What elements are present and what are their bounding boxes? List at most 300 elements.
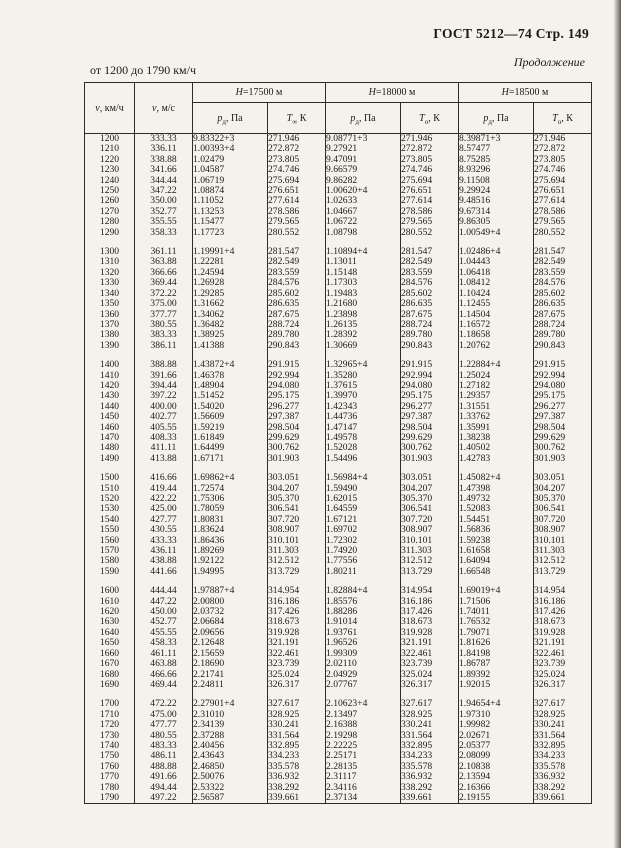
table-cell: 275.694 [534,176,592,186]
table-row [85,586,592,596]
spacer-cell [193,464,268,473]
table-cell: 2.24811 [193,680,268,690]
table-cell: 281.547 [534,247,592,257]
table-cell: 1720 [85,720,135,730]
table-row [85,144,592,154]
table-cell: 2.04929 [326,670,401,680]
table-cell: 1.72574 [193,484,268,494]
table-cell: 1.52083 [459,504,534,514]
table-cell: 433.33 [135,536,193,546]
table-cell: 1.06719 [193,176,268,186]
table-cell: 306.541 [534,504,592,514]
table-cell: 1440 [85,402,135,412]
table-row [85,443,592,453]
table-cell: 304.207 [268,484,326,494]
spacer-cell [135,464,193,473]
table-cell: 335.578 [401,762,459,772]
spacer-cell [268,577,326,586]
table-cell: 294.080 [268,381,326,391]
table-cell: 438.88 [135,556,193,566]
table-row [85,617,592,627]
table-cell: 279.565 [534,217,592,227]
table-cell: 1400 [85,360,135,370]
table-cell: 1220 [85,155,135,165]
table-cell: 413.88 [135,454,193,464]
table-cell: 1.30669 [326,341,401,351]
table-row [85,299,592,309]
table-cell: 289.780 [401,330,459,340]
table-cell: 2.50076 [193,772,268,782]
table-cell: 400.00 [135,402,193,412]
table-cell: 9.86282 [326,176,401,186]
table-cell: 338.292 [534,783,592,793]
spacer-cell [459,351,534,360]
column-header: $p_д$, Па [326,103,401,134]
table-cell: 2.37288 [193,731,268,741]
table-cell: 301.903 [268,454,326,464]
table-cell: 422.22 [135,494,193,504]
table-cell: 295.175 [401,391,459,401]
table-cell: 298.504 [401,423,459,433]
table-cell: 2.22225 [326,741,401,751]
table-row [85,391,592,401]
table-cell: 1.85576 [326,597,401,607]
table-cell: 1.13253 [193,207,268,217]
table-cell: 289.780 [534,330,592,340]
table-cell: 1.29357 [459,391,534,401]
table-cell: 291.915 [401,360,459,370]
table-cell: 321.191 [534,638,592,648]
table-cell: 477.77 [135,720,193,730]
spacer-cell [193,577,268,586]
table-cell: 2.43643 [193,751,268,761]
table-cell: 1380 [85,330,135,340]
table-cell: 325.024 [268,670,326,680]
table-row [85,751,592,761]
table-cell: 299.629 [268,433,326,443]
table-cell: 358.33 [135,228,193,238]
table-cell: 336.932 [268,772,326,782]
table-cell: 287.675 [534,310,592,320]
table-cell: 274.746 [534,165,592,175]
table-cell: 2.40456 [193,741,268,751]
table-row [85,783,592,793]
table-cell: 280.552 [401,228,459,238]
table-cell: 1.56836 [459,525,534,535]
table-cell: 288.724 [268,320,326,330]
table-cell: 279.565 [268,217,326,227]
spacer-cell [268,238,326,247]
table-cell: 1.51452 [193,391,268,401]
table-cell: 292.994 [534,371,592,381]
table-cell: 1.69702 [326,525,401,535]
table-cell: 2.10838 [459,762,534,772]
table-cell: 1680 [85,670,135,680]
table-cell: 333.33 [135,134,193,145]
table-cell: 9.27921 [326,144,401,154]
table-row [85,341,592,351]
table-cell: 391.66 [135,371,193,381]
table-cell: 458.33 [135,638,193,648]
table-cell: 1.12455 [459,299,534,309]
table-cell: 1240 [85,176,135,186]
table-cell: 274.746 [401,165,459,175]
table-cell: 1620 [85,607,135,617]
table-cell: 316.186 [268,597,326,607]
table-cell: 1780 [85,783,135,793]
table-cell: 289.780 [268,330,326,340]
table-cell: 319.928 [268,628,326,638]
table-cell: 1.08412 [459,278,534,288]
table-cell: 271.946 [534,134,592,145]
table-cell: 330.241 [268,720,326,730]
table-cell: 325.024 [401,670,459,680]
table-cell: 318.673 [401,617,459,627]
table-cell: 1.47398 [459,484,534,494]
table-cell: 430.55 [135,525,193,535]
table-cell: 1.89392 [459,670,534,680]
table-cell: 1.15477 [193,217,268,227]
table-cell: 312.512 [534,556,592,566]
table-cell: 1410 [85,371,135,381]
table-cell: 1.04443 [459,257,534,267]
table-row [85,772,592,782]
table-row [85,607,592,617]
table-cell: 2.13497 [326,710,401,720]
table-cell: 1650 [85,638,135,648]
spacer-cell [85,464,135,473]
table-cell: 405.55 [135,423,193,433]
table-cell: 336.932 [534,772,592,782]
table-cell: 1750 [85,751,135,761]
table-cell: 288.724 [534,320,592,330]
table-row [85,699,592,709]
table-cell: 296.277 [268,402,326,412]
table-cell: 303.051 [534,473,592,483]
table-cell: 288.724 [401,320,459,330]
table-row [85,670,592,680]
table-cell: 1.80831 [193,515,268,525]
table-cell: 2.02671 [459,731,534,741]
table-cell: 2.37134 [326,793,401,804]
table-cell: 317.426 [534,607,592,617]
table-row [85,546,592,556]
table-cell: 1.43872+4 [193,360,268,370]
table-cell: 408.33 [135,433,193,443]
table-cell: 286.635 [268,299,326,309]
table-cell: 308.907 [534,525,592,535]
table-cell: 338.88 [135,155,193,165]
table-cell: 328.925 [401,710,459,720]
table-cell: 1.52028 [326,443,401,453]
table-row [85,454,592,464]
table-cell: 287.675 [401,310,459,320]
table-cell: 2.10623+4 [326,699,401,709]
table-cell: 2.00800 [193,597,268,607]
table-row [85,371,592,381]
table-cell: 1.67171 [193,454,268,464]
table-cell: 1.04667 [326,207,401,217]
table-cell: 1.25024 [459,371,534,381]
table-cell: 1210 [85,144,135,154]
table-cell: 397.22 [135,391,193,401]
table-cell: 350.00 [135,196,193,206]
table-cell: 377.77 [135,310,193,320]
table-cell: 1.69862+4 [193,473,268,483]
table-cell: 285.602 [268,289,326,299]
table-cell: 1.18658 [459,330,534,340]
table-cell: 425.00 [135,504,193,514]
spacer-cell [326,577,401,586]
table-cell: 1.29285 [193,289,268,299]
table-cell: 280.552 [268,228,326,238]
table-cell: 1.64559 [326,504,401,514]
table-cell: 1.31551 [459,402,534,412]
column-header: $p_д$, Па [193,103,268,134]
table-cell: 1.54451 [459,515,534,525]
table-body [85,134,592,804]
table-cell: 1580 [85,556,135,566]
spacer-cell [135,690,193,699]
table-cell: 1.47147 [326,423,401,433]
table-cell: 314.954 [534,586,592,596]
table-cell: 9.83322+3 [193,134,268,145]
group-spacer [85,690,592,699]
table-cell: 1.62015 [326,494,401,504]
table-cell: 303.051 [401,473,459,483]
table-cell: 9.48516 [459,196,534,206]
table-cell: 1.89269 [193,546,268,556]
table-cell: 313.729 [401,567,459,577]
spacer-cell [459,238,534,247]
table-cell: 9.29924 [459,186,534,196]
table-cell: 1200 [85,134,135,145]
table-cell: 1.97887+4 [193,586,268,596]
table-cell: 1.91014 [326,617,401,627]
scan-edge-shadow [614,0,621,848]
table-cell: 328.925 [268,710,326,720]
table-cell: 1.61658 [459,546,534,556]
table-row [85,257,592,267]
table-cell: 1470 [85,433,135,443]
spacer-cell [135,238,193,247]
table-cell: 1.74011 [459,607,534,617]
table-cell: 9.86305 [459,217,534,227]
table-cell: 323.739 [268,659,326,669]
table-row [85,731,592,741]
table-cell: 1.38925 [193,330,268,340]
table-cell: 291.915 [534,360,592,370]
spacer-cell [534,351,592,360]
table-cell: 277.614 [401,196,459,206]
table-row [85,504,592,514]
table-cell: 2.31010 [193,710,268,720]
table-cell: 352.77 [135,207,193,217]
table-cell: 274.746 [268,165,326,175]
table-row [85,494,592,504]
table-cell: 1.92015 [459,680,534,690]
table-cell: 278.586 [268,207,326,217]
table-head [85,83,592,134]
table-cell: 1690 [85,680,135,690]
table-cell: 1.36482 [193,320,268,330]
table-cell: 1390 [85,341,135,351]
table-cell: 284.576 [268,278,326,288]
spacer-cell [135,577,193,586]
spacer-cell [401,351,459,360]
table-cell: 280.552 [534,228,592,238]
table-cell: 332.895 [401,741,459,751]
table-cell: 1.96526 [326,638,401,648]
table-cell: 1.59219 [193,423,268,433]
table-cell: 1.46378 [193,371,268,381]
table-cell: 1.35280 [326,371,401,381]
table-cell: 322.461 [401,649,459,659]
table-cell: 1.97310 [459,710,534,720]
table-cell: 304.207 [401,484,459,494]
table-row [85,310,592,320]
table-cell: 308.907 [268,525,326,535]
table-cell: 2.13594 [459,772,534,782]
table-cell: 291.915 [268,360,326,370]
table-cell: 8.75285 [459,155,534,165]
table-cell: 1.37615 [326,381,401,391]
table-row [85,360,592,370]
spacer-cell [534,577,592,586]
table-cell: 287.675 [268,310,326,320]
table-cell: 1.32965+4 [326,360,401,370]
table-cell: 300.762 [268,443,326,453]
table-cell: 491.66 [135,772,193,782]
table-cell: 1.08874 [193,186,268,196]
table-cell: 1770 [85,772,135,782]
table-cell: 307.720 [401,515,459,525]
table-cell: 1.28392 [326,330,401,340]
table-row [85,433,592,443]
table-cell: 1.13011 [326,257,401,267]
table-cell: 1460 [85,423,135,433]
table-cell: 1270 [85,207,135,217]
table-cell: 1.15148 [326,268,401,278]
table-cell: 9.66579 [326,165,401,175]
range-label: от 1200 до 1790 км/ч [90,63,196,77]
table-cell: 450.00 [135,607,193,617]
table-cell: 1.75306 [193,494,268,504]
table-cell: 1280 [85,217,135,227]
table-cell: 310.101 [268,536,326,546]
table-cell: 1520 [85,494,135,504]
table-cell: 1370 [85,320,135,330]
table-cell: 331.564 [268,731,326,741]
table-cell: 341.66 [135,165,193,175]
table-cell: 1.49578 [326,433,401,443]
table-row [85,155,592,165]
table-cell: 1.66548 [459,567,534,577]
table-cell: 314.954 [401,586,459,596]
table-cell: 1.40502 [459,443,534,453]
table-cell: 1.27182 [459,381,534,391]
table-row [85,720,592,730]
table-cell: 311.303 [401,546,459,556]
spacer-cell [401,238,459,247]
table-cell: 2.21741 [193,670,268,680]
table-cell: 273.805 [534,155,592,165]
table-cell: 1.94995 [193,567,268,577]
table-cell: 2.56587 [193,793,268,804]
table-cell: 282.549 [534,257,592,267]
table-cell: 297.387 [401,412,459,422]
table-cell: 275.694 [268,176,326,186]
table-cell: 332.895 [268,741,326,751]
table-cell: 1320 [85,268,135,278]
table-cell: 1.06722 [326,217,401,227]
table-cell: 316.186 [401,597,459,607]
table-row [85,473,592,483]
table-row [85,320,592,330]
column-header: v, м/с [135,83,193,134]
table-cell: 472.22 [135,699,193,709]
table-cell: 311.303 [534,546,592,556]
table-cell: 2.16388 [326,720,401,730]
column-header: H=18000 м [326,83,459,103]
table-cell: 312.512 [268,556,326,566]
table-cell: 1.48904 [193,381,268,391]
table-cell: 497.22 [135,793,193,804]
table-cell: 310.101 [534,536,592,546]
table-cell: 2.09656 [193,628,268,638]
table-cell: 1340 [85,289,135,299]
table-cell: 296.277 [401,402,459,412]
table-cell: 1430 [85,391,135,401]
table-cell: 2.27901+4 [193,699,268,709]
table-row [85,330,592,340]
table-cell: 290.843 [534,341,592,351]
table-cell: 1.17723 [193,228,268,238]
table-cell: 1.00620+4 [326,186,401,196]
table-cell: 2.05377 [459,741,534,751]
table-row [85,412,592,422]
table-cell: 318.673 [268,617,326,627]
table-cell: 284.576 [401,278,459,288]
table-cell: 334.233 [534,751,592,761]
table-row [85,567,592,577]
table-cell: 2.19155 [459,793,534,804]
table-cell: 330.241 [534,720,592,730]
table-cell: 1260 [85,196,135,206]
table-cell: 1760 [85,762,135,772]
table-cell: 1540 [85,515,135,525]
table-cell: 297.387 [268,412,326,422]
spacer-cell [193,351,268,360]
table-cell: 2.28135 [326,762,401,772]
table-row [85,134,592,145]
table-cell: 285.602 [534,289,592,299]
column-header: v, км/ч [85,83,135,134]
table-cell: 488.88 [135,762,193,772]
table-cell: 1.86436 [193,536,268,546]
table-cell: 480.55 [135,731,193,741]
table-cell: 394.44 [135,381,193,391]
table-cell: 1490 [85,454,135,464]
document-header: ГОСТ 5212—74 Стр. 149 [433,26,589,41]
spacer-cell [459,577,534,586]
table-cell: 9.08771+3 [326,134,401,145]
table-row [85,741,592,751]
table-cell: 327.617 [534,699,592,709]
table-cell: 483.33 [135,741,193,751]
table-cell: 2.08099 [459,751,534,761]
table-cell: 335.578 [268,762,326,772]
